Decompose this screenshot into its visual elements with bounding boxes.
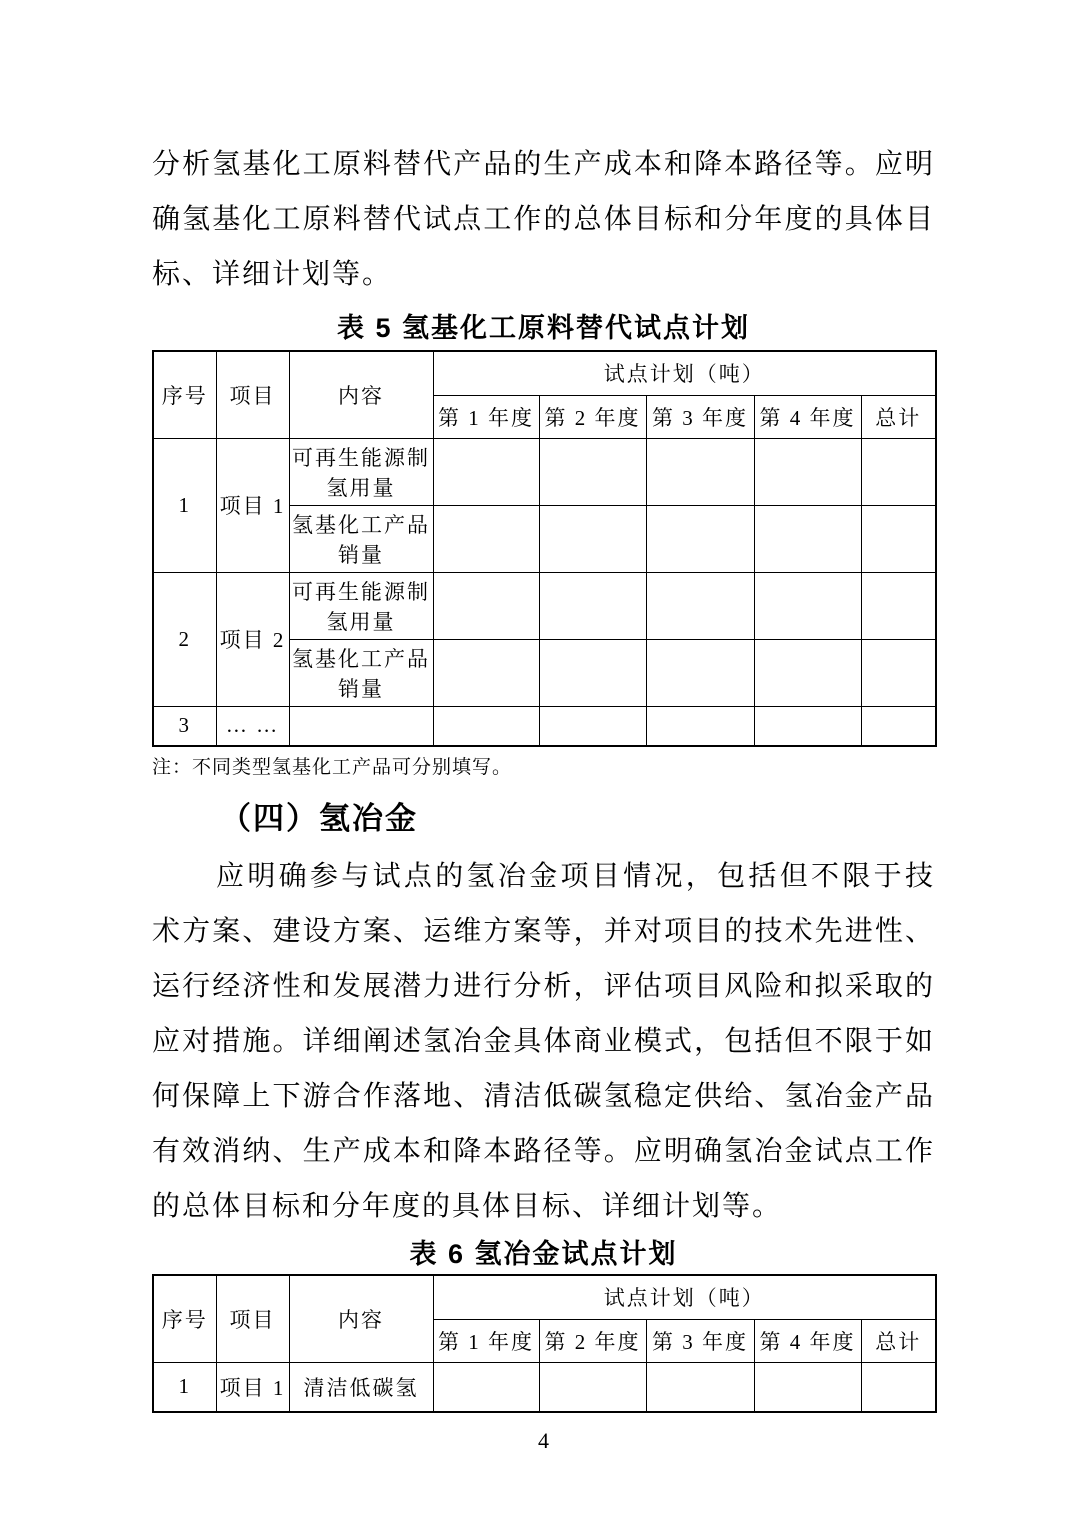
- cell-value-empty: [433, 639, 539, 706]
- table6-header-year2: 第 2 年度: [539, 1319, 646, 1362]
- cell-value-empty: [646, 639, 754, 706]
- cell-value-empty: [754, 438, 861, 505]
- cell-value-empty: [754, 639, 861, 706]
- table6-header-project: 项目: [216, 1275, 289, 1362]
- table5-header-content: 内容: [289, 351, 433, 438]
- cell-value-empty: [539, 572, 646, 639]
- cell-value-empty: [861, 505, 936, 572]
- cell-seq: 1: [153, 1362, 216, 1412]
- cell-value-empty: [754, 1362, 861, 1412]
- cell-value-empty: [539, 438, 646, 505]
- cell-value-empty: [646, 1362, 754, 1412]
- table5: [152, 350, 937, 747]
- cell-value-empty: [433, 505, 539, 572]
- cell-value-empty: [861, 639, 936, 706]
- cell-value-empty: [754, 505, 861, 572]
- table6-header-year3: 第 3 年度: [646, 1319, 754, 1362]
- cell-project: 项目 1: [216, 1362, 289, 1412]
- cell-value-empty: [433, 1362, 539, 1412]
- table6-caption: 表 6 氢冶金试点计划: [409, 1239, 678, 1269]
- cell-value-empty: [433, 706, 539, 746]
- table5-header-seq: 序号: [153, 351, 216, 438]
- table5-header-plan-group: 试点计划（吨）: [433, 351, 936, 395]
- cell-value-empty: [539, 706, 646, 746]
- table6-header-year1: 第 1 年度: [433, 1319, 539, 1362]
- cell-value-empty: [861, 438, 936, 505]
- cell-value-empty: [861, 706, 936, 746]
- cell-seq: 3: [153, 706, 216, 746]
- cell-value-empty: [861, 572, 936, 639]
- cell-value-empty: [754, 572, 861, 639]
- table5-caption: 表 5 氢基化工原料替代试点计划: [336, 313, 751, 343]
- cell-value-empty: [646, 706, 754, 746]
- section-heading: （四）氢冶金: [220, 801, 418, 836]
- cell-content: 氢基化工产品销量: [289, 505, 433, 572]
- table-row: [153, 438, 936, 505]
- table6-header-seq: 序号: [153, 1275, 216, 1362]
- page-content: [152, 0, 935, 1455]
- table6: [152, 1274, 937, 1413]
- cell-content: 可再生能源制氢用量: [289, 572, 433, 639]
- cell-value-empty: [754, 706, 861, 746]
- cell-value-empty: [861, 1362, 936, 1412]
- table5-header-year2: 第 2 年度: [539, 395, 646, 438]
- page-number: 4: [538, 1428, 549, 1453]
- table-row: [153, 706, 936, 746]
- cell-value-empty: [646, 505, 754, 572]
- table5-header-project: 项目: [216, 351, 289, 438]
- cell-value-empty: [539, 1362, 646, 1412]
- table5-header-year4: 第 4 年度: [754, 395, 861, 438]
- table6-header-plan-group: 试点计划（吨）: [433, 1275, 936, 1319]
- hydrogen-metallurgy-paragraph: 应明确参与试点的氢冶金项目情况，包括但不限于技术方案、建设方案、运维方案等，并对项目的技术先进性、运行经济性和发展潜力进行分析，评估项目风险和拟采取的应对措施。详细阐述氢冶金具体商业模式，包括但不限于如何保障上下游合作落地、清洁低碳氢稳定供给、氢冶金产品有效消纳、生产成本和降本路径等。应明确氢冶金试点工作的总体目标和分年度的具体目标、详细计划等。: [152, 861, 935, 1222]
- cell-value-empty: [433, 572, 539, 639]
- cell-value-empty: [646, 572, 754, 639]
- table6-header-year4: 第 4 年度: [754, 1319, 861, 1362]
- table-row: [153, 572, 936, 639]
- table6-header-total: 总计: [861, 1319, 936, 1362]
- cell-seq: 2: [153, 572, 216, 706]
- table5-header-total: 总计: [861, 395, 936, 438]
- cell-project: 项目 2: [216, 572, 289, 706]
- cell-value-empty: [433, 438, 539, 505]
- cell-content: 氢基化工产品销量: [289, 639, 433, 706]
- cell-value-empty: [646, 438, 754, 505]
- cell-content: 清洁低碳氢: [289, 1362, 433, 1412]
- table5-header-year1: 第 1 年度: [433, 395, 539, 438]
- cell-project: … …: [216, 706, 289, 746]
- table-row: [153, 1362, 936, 1412]
- cell-project: 项目 1: [216, 438, 289, 572]
- cell-content: 可再生能源制氢用量: [289, 438, 433, 505]
- cell-content: [289, 706, 433, 746]
- cell-value-empty: [539, 505, 646, 572]
- intro-paragraph: 分析氢基化工原料替代产品的生产成本和降本路径等。应明确氢基化工原料替代试点工作的总体目标和分年度的具体目标、详细计划等。: [152, 149, 935, 290]
- table5-note: 注：不同类型氢基化工产品可分别填写。: [152, 757, 513, 778]
- table6-header-content: 内容: [289, 1275, 433, 1362]
- cell-seq: 1: [153, 438, 216, 572]
- cell-value-empty: [539, 639, 646, 706]
- table5-header-year3: 第 3 年度: [646, 395, 754, 438]
